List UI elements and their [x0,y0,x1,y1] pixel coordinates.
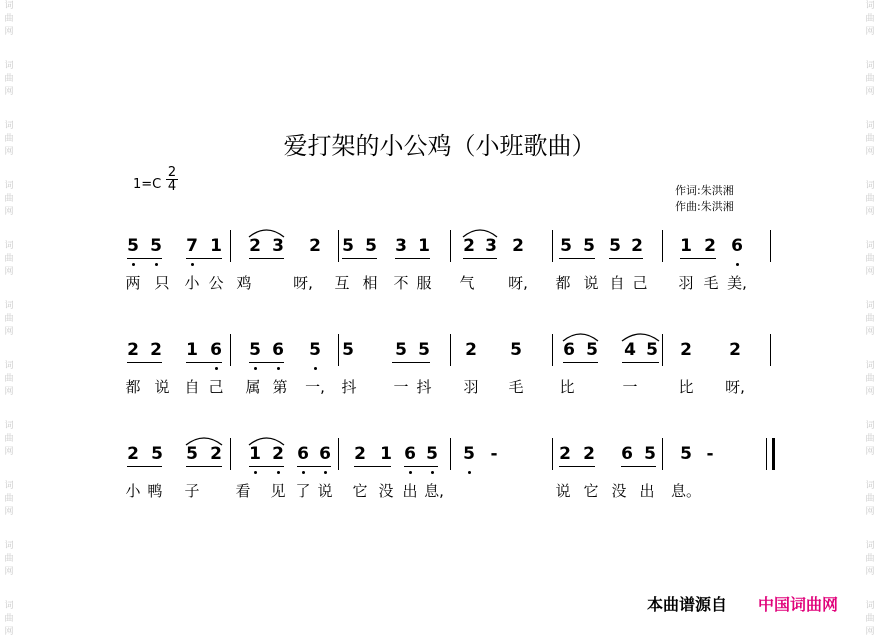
watermark-gap [0,219,18,240]
composer-credit: 作曲:朱洪湘 [675,200,734,213]
lyric-syllable: 都 [555,274,571,292]
watermark-left [0,0,18,640]
bar-line [230,438,231,470]
watermark-char: 词 [4,541,14,551]
watermark-char: 曲 [4,74,14,84]
low-octave-dot [215,367,218,370]
bar-line [662,334,663,366]
bar-line [450,230,451,262]
watermark-gap [0,519,18,540]
watermark-char: 词 [865,481,875,491]
lyric-syllable: 美, [727,274,747,292]
lyric-syllable: 羽 [463,378,479,396]
low-octave-dot [132,263,135,266]
watermark-char: 网 [4,207,14,217]
note: 2 [465,340,477,360]
lyric-syllable: 一 [622,378,638,396]
lyric-syllable: 了 [295,482,311,500]
lyric-syllable: 出 [402,482,418,500]
lyric-syllable: 它 [352,482,368,500]
eighth-underline [342,258,377,259]
lyric-syllable: 息, [424,482,444,500]
song-title: 爱打架的小公鸡（小班歌曲） [283,132,596,160]
eighth-underline [392,362,430,363]
note: 6 [731,236,743,256]
watermark-char: 网 [4,507,14,517]
low-octave-dot [409,471,412,474]
watermark-char: 曲 [865,314,875,324]
eighth-underline [249,466,284,467]
key-signature: 1=C [133,177,162,192]
watermark-char: 词 [4,421,14,431]
watermark-char: 曲 [865,434,875,444]
note: 2 [583,444,595,464]
watermark-char: 网 [4,87,14,97]
bar-line [338,438,339,470]
watermark-char: 网 [4,567,14,577]
watermark-char: 词 [865,181,875,191]
lyric-syllable: 说 [583,274,599,292]
eighth-underline [249,362,284,363]
watermark-gap [861,459,879,480]
watermark-gap [0,279,18,300]
note: 4 [624,340,636,360]
lyric-syllable: 第 [272,378,288,396]
note: 6 [272,340,284,360]
lyric-syllable: 抖 [416,378,432,396]
eighth-underline [127,466,162,467]
bar-line [552,334,553,366]
bar-line [450,334,451,366]
watermark-char: 网 [865,387,875,397]
watermark-char: 词 [4,181,14,191]
note: 5 [644,444,656,464]
note: 2 [354,444,366,464]
slur [247,434,286,446]
eighth-underline [609,258,643,259]
lyric-syllable: 公 [208,274,224,292]
note: 7 [186,236,198,256]
watermark-char: 词 [865,1,875,11]
bar-line [230,230,231,262]
lyric-syllable: 羽 [678,274,694,292]
watermark-gap [861,219,879,240]
eighth-underline [622,362,659,363]
time-signature-denominator: 4 [167,179,177,194]
lyric-syllable: 小 [125,482,141,500]
note: 5 [342,340,354,360]
bar-line [338,230,339,262]
watermark-char: 曲 [865,14,875,24]
low-octave-dot [254,471,257,474]
note: 5 [560,236,572,256]
note: 5 [463,444,475,464]
eighth-underline [563,362,598,363]
eighth-underline [186,466,222,467]
watermark-char: 网 [4,387,14,397]
watermark-char: 网 [4,327,14,337]
low-octave-dot [314,367,317,370]
watermark-gap [861,99,879,120]
note: 1 [418,236,430,256]
lyric-syllable: 只 [154,274,170,292]
eighth-underline [621,466,656,467]
final-bar-thin [766,438,767,470]
lyric-syllable: 没 [611,482,627,500]
watermark-char: 网 [4,447,14,457]
watermark-char: 词 [865,541,875,551]
low-octave-dot [324,471,327,474]
time-signature-numerator: 2 [167,165,177,180]
lyric-syllable: 己 [208,378,224,396]
watermark-char: 词 [4,301,14,311]
watermark-right [861,0,879,640]
watermark-char: 网 [865,147,875,157]
note: 5 [646,340,658,360]
watermark-char: 网 [865,87,875,97]
lyric-syllable: 呀, [293,274,313,292]
note: 5 [127,236,139,256]
lyric-syllable: 相 [362,274,378,292]
lyric-syllable: 不 [393,274,409,292]
watermark-char: 网 [865,567,875,577]
note: 2 [680,340,692,360]
lyric-syllable: 没 [378,482,394,500]
watermark-gap [0,99,18,120]
lyric-syllable: 子 [184,482,200,500]
bar-line [770,334,771,366]
watermark-char: 曲 [4,494,14,504]
note: 6 [319,444,331,464]
watermark-gap [0,339,18,360]
watermark-char: 网 [865,507,875,517]
lyric-syllable: 自 [184,378,200,396]
low-octave-dot [277,367,280,370]
eighth-underline [559,258,595,259]
watermark-gap [861,39,879,60]
watermark-char: 曲 [865,614,875,624]
watermark-char: 曲 [865,494,875,504]
note: 5 [510,340,522,360]
note: 2 [309,236,321,256]
bar-line [662,438,663,470]
bar-line [552,230,553,262]
lyric-syllable: 它 [583,482,599,500]
lyric-syllable: 毛 [703,274,719,292]
watermark-char: 网 [4,27,14,37]
bar-line [552,438,553,470]
bar-line [662,230,663,262]
watermark-char: 曲 [4,314,14,324]
source-site[interactable]: 中国词曲网 [758,595,839,614]
watermark-gap [0,399,18,420]
low-octave-dot [155,263,158,266]
lyric-syllable: 气 [459,274,475,292]
note: 2 [127,340,139,360]
bar-line [770,230,771,262]
watermark-char: 词 [865,61,875,71]
lyric-syllable: 属 [245,378,261,396]
note: 2 [210,444,222,464]
eighth-underline [249,258,284,259]
lyric-syllable: 出 [639,482,655,500]
watermark-gap [861,399,879,420]
note: 5 [586,340,598,360]
watermark-gap [861,159,879,180]
note: 2 [272,444,284,464]
watermark-char: 词 [4,121,14,131]
note: 1 [249,444,261,464]
note: 1 [186,340,198,360]
lyric-syllable: 呀, [725,378,745,396]
lyric-syllable: 见 [270,482,286,500]
lyric-syllable: 比 [559,378,575,396]
lyric-syllable: 呀, [508,274,528,292]
note: 2 [559,444,571,464]
watermark-char: 词 [4,1,14,11]
note: 6 [621,444,633,464]
slur [461,226,499,238]
note: 6 [297,444,309,464]
watermark-char: 曲 [4,554,14,564]
eighth-underline [297,466,331,467]
watermark-char: 词 [4,601,14,611]
note: 5 [426,444,438,464]
watermark-char: 曲 [865,374,875,384]
watermark-char: 词 [865,361,875,371]
watermark-char: 词 [4,361,14,371]
lyric-syllable: 两 [125,274,141,292]
watermark-char: 网 [865,207,875,217]
note: 5 [583,236,595,256]
note: 1 [680,236,692,256]
slur [184,434,224,446]
watermark-char: 网 [4,147,14,157]
note: 2 [127,444,139,464]
note: 1 [210,236,222,256]
watermark-char: 曲 [4,374,14,384]
low-octave-dot [468,471,471,474]
low-octave-dot [191,263,194,266]
watermark-char: 网 [865,627,875,637]
watermark-gap [861,339,879,360]
note: 2 [704,236,716,256]
note: 6 [563,340,575,360]
watermark-char: 词 [865,601,875,611]
note: 5 [309,340,321,360]
note: 2 [150,340,162,360]
note: 3 [395,236,407,256]
note: 5 [418,340,430,360]
watermark-char: 网 [865,447,875,457]
note: 5 [186,444,198,464]
watermark-char: 曲 [4,194,14,204]
watermark-char: 曲 [4,434,14,444]
note: - [490,444,498,464]
watermark-gap [861,279,879,300]
bar-line [338,334,339,366]
lyric-syllable: 一, [305,378,325,396]
low-octave-dot [254,367,257,370]
eighth-underline [186,362,222,363]
watermark-gap [0,459,18,480]
slur [561,330,600,342]
note: 5 [395,340,407,360]
low-octave-dot [302,471,305,474]
slur [247,226,286,238]
eighth-underline [127,258,162,259]
watermark-char: 词 [4,61,14,71]
watermark-char: 曲 [865,194,875,204]
watermark-char: 词 [865,421,875,431]
eighth-underline [680,258,716,259]
lyric-syllable: 说 [317,482,333,500]
note: 2 [631,236,643,256]
eighth-underline [395,258,430,259]
eighth-underline [127,362,162,363]
watermark-char: 网 [865,267,875,277]
note: 5 [150,236,162,256]
note: 1 [380,444,392,464]
lyric-syllable: 己 [632,274,648,292]
watermark-char: 曲 [865,134,875,144]
note: 5 [609,236,621,256]
watermark-char: 曲 [865,554,875,564]
note: - [706,444,714,464]
lyric-syllable: 说 [555,482,571,500]
low-octave-dot [277,471,280,474]
watermark-gap [0,159,18,180]
watermark-char: 网 [865,27,875,37]
note: 6 [210,340,222,360]
watermark-gap [0,39,18,60]
bar-line [230,334,231,366]
watermark-char: 曲 [865,254,875,264]
low-octave-dot [431,471,434,474]
watermark-gap [861,579,879,600]
note: 5 [365,236,377,256]
lyric-syllable: 互 [334,274,350,292]
eighth-underline [354,466,391,467]
lyric-syllable: 服 [416,274,432,292]
eighth-underline [186,258,222,259]
lyricist-credit: 作词:朱洪湘 [675,184,734,197]
lyric-syllable: 息。 [670,482,702,500]
watermark-char: 曲 [4,254,14,264]
watermark-char: 曲 [4,134,14,144]
lyric-syllable: 毛 [508,378,524,396]
watermark-char: 网 [4,627,14,637]
watermark-char: 网 [4,267,14,277]
note: 5 [249,340,261,360]
watermark-char: 词 [865,241,875,251]
note: 2 [729,340,741,360]
note: 5 [680,444,692,464]
watermark-gap [861,519,879,540]
note: 5 [342,236,354,256]
source-label: 本曲谱源自 [647,595,728,614]
lyric-syllable: 自 [609,274,625,292]
lyric-syllable: 小 [184,274,200,292]
lyric-syllable: 看 [235,482,251,500]
time-signature [166,166,178,193]
note: 3 [272,236,284,256]
lyric-syllable: 抖 [341,378,357,396]
watermark-char: 词 [865,301,875,311]
watermark-char: 网 [865,327,875,337]
lyric-syllable: 说 [154,378,170,396]
watermark-char: 曲 [865,74,875,84]
bar-line [450,438,451,470]
note: 2 [512,236,524,256]
lyric-syllable: 鸡 [236,274,252,292]
lyric-syllable: 一 [393,378,409,396]
watermark-char: 词 [4,481,14,491]
watermark-char: 词 [865,121,875,131]
note: 6 [404,444,416,464]
final-bar-thick [772,438,775,470]
note: 2 [249,236,261,256]
lyric-syllable: 鸭 [147,482,163,500]
low-octave-dot [736,263,739,266]
watermark-char: 词 [4,241,14,251]
eighth-underline [404,466,438,467]
watermark-gap [0,579,18,600]
watermark-char: 曲 [4,14,14,24]
eighth-underline [559,466,595,467]
eighth-underline [463,258,497,259]
note: 2 [463,236,475,256]
note: 5 [151,444,163,464]
lyric-syllable: 都 [125,378,141,396]
slur [620,330,661,342]
note: 3 [485,236,497,256]
lyric-syllable: 比 [678,378,694,396]
watermark-char: 曲 [4,614,14,624]
